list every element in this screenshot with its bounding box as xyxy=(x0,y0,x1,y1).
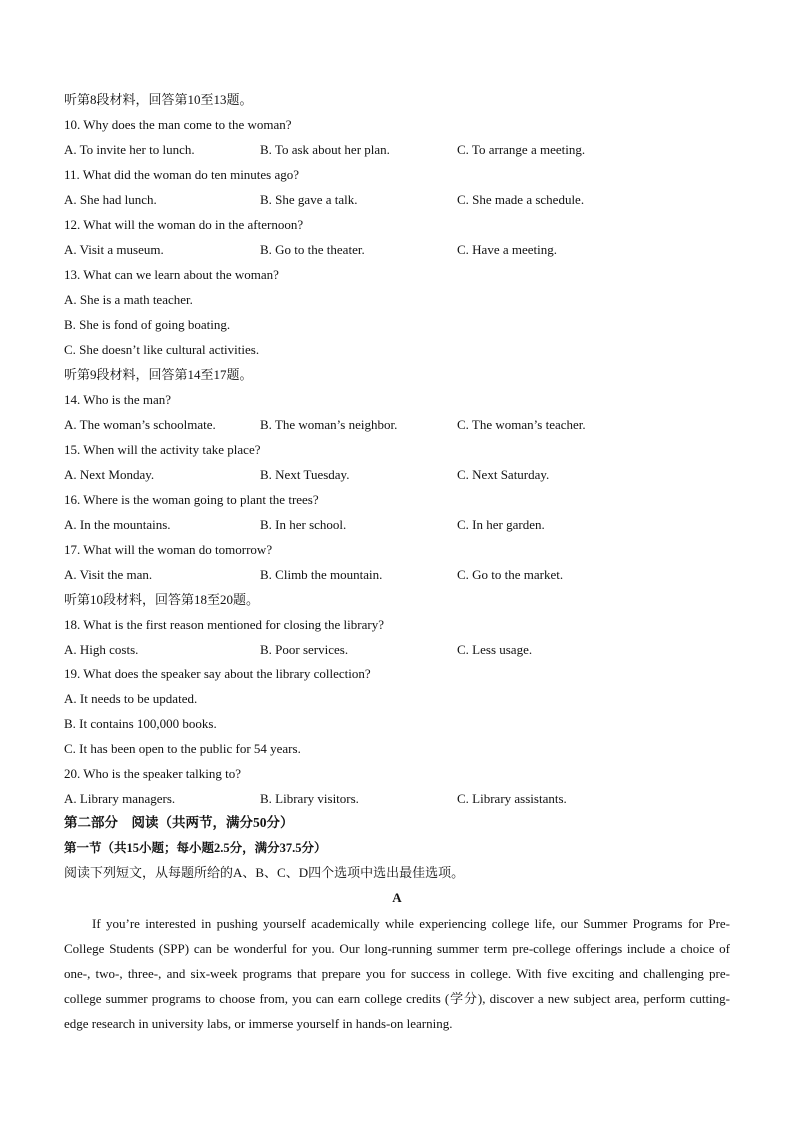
option-17a: A. Visit the man. xyxy=(64,567,153,582)
option-10a: A. To invite her to lunch. xyxy=(64,142,195,157)
option-19a: A. It needs to be updated. xyxy=(64,691,198,706)
question-14: 14. Who is the man? xyxy=(64,392,171,407)
question-16: 16. Where is the woman going to plant the trees? xyxy=(64,492,319,507)
option-14b: B. The woman’s neighbor. xyxy=(260,417,398,432)
option-15a: A. Next Monday. xyxy=(64,467,155,482)
option-10c: C. To arrange a meeting. xyxy=(457,142,586,157)
option-16b: B. In her school. xyxy=(260,517,347,532)
option-18a: A. High costs. xyxy=(64,642,139,657)
option-15b: B. Next Tuesday. xyxy=(260,467,350,482)
question-20: 20. Who is the speaker talking to? xyxy=(64,766,242,781)
question-15: 15. When will the activity take place? xyxy=(64,442,261,457)
question-11: 11. What did the woman do ten minutes ago? xyxy=(64,167,300,182)
option-14a: A. The woman’s schoolmate. xyxy=(64,417,216,432)
option-18b: B. Poor services. xyxy=(260,642,349,657)
option-14c: C. The woman’s teacher. xyxy=(457,417,586,432)
option-16a: A. In the mountains. xyxy=(64,517,171,532)
option-11b: B. She gave a talk. xyxy=(260,192,358,207)
question-18: 18. What is the first reason mentioned for closing the library? xyxy=(64,617,384,632)
option-19b: B. It contains 100,000 books. xyxy=(64,716,217,731)
question-10: 10. Why does the man come to the woman? xyxy=(64,117,292,132)
section-one-heading: 第一节（共15小题；每小题2.5分，满分37.5分） xyxy=(64,841,327,855)
passage-title: A xyxy=(392,890,402,905)
option-11a: A. She had lunch. xyxy=(64,192,157,207)
reading-instructions: 阅读下列短文，从每题所给的A、B、C、D四个选项中选出最佳选项。 xyxy=(64,865,465,880)
section-heading-9: 听第9段材料，回答第14至17题。 xyxy=(64,367,253,382)
option-16c: C. In her garden. xyxy=(457,517,545,532)
option-18c: C. Less usage. xyxy=(457,642,533,657)
option-13b: B. She is fond of going boating. xyxy=(64,317,231,332)
option-17c: C. Go to the market. xyxy=(457,567,564,582)
option-20c: C. Library assistants. xyxy=(457,791,567,806)
question-19: 19. What does the speaker say about the library collection? xyxy=(64,666,371,681)
question-17: 17. What will the woman do tomorrow? xyxy=(64,542,273,557)
option-12a: A. Visit a museum. xyxy=(64,242,164,257)
option-13a: A. She is a math teacher. xyxy=(64,292,193,307)
option-20a: A. Library managers. xyxy=(64,791,176,806)
section-heading-8: 听第8段材料，回答第10至13题。 xyxy=(64,92,253,107)
section-heading-10: 听第10段材料，回答第18至20题。 xyxy=(64,592,260,607)
option-10b: B. To ask about her plan. xyxy=(260,142,390,157)
option-17b: B. Climb the mountain. xyxy=(260,567,383,582)
option-11c: C. She made a schedule. xyxy=(457,192,585,207)
option-15c: C. Next Saturday. xyxy=(457,467,550,482)
question-12: 12. What will the woman do in the afternoon? xyxy=(64,217,304,232)
option-20b: B. Library visitors. xyxy=(260,791,359,806)
option-12b: B. Go to the theater. xyxy=(260,242,365,257)
option-19c: C. It has been open to the public for 54 years. xyxy=(64,741,301,756)
option-12c: C. Have a meeting. xyxy=(457,242,557,257)
passage-paragraph: If you’re interested in pushing yourself academically while experiencing college life, our Summer Programs for Pre-College Students (SPP) can be wonderful for you. Our long-running summer term pre-college offerings include a choice of one-, two-, three-, and six-week programs that prepare you for success in college. With five exciting and challenging pre-college summer programs to choose from, you can earn college credits (学分), discover a new subject area, perform cutting-edge research in university labs, or immerse yourself in hands-on learning. xyxy=(64,916,730,1031)
question-13: 13. What can we learn about the woman? xyxy=(64,267,279,282)
option-13c: C. She doesn’t like cultural activities. xyxy=(64,342,260,357)
part-two-heading: 第二部分 阅读（共两节，满分50分） xyxy=(64,815,294,830)
